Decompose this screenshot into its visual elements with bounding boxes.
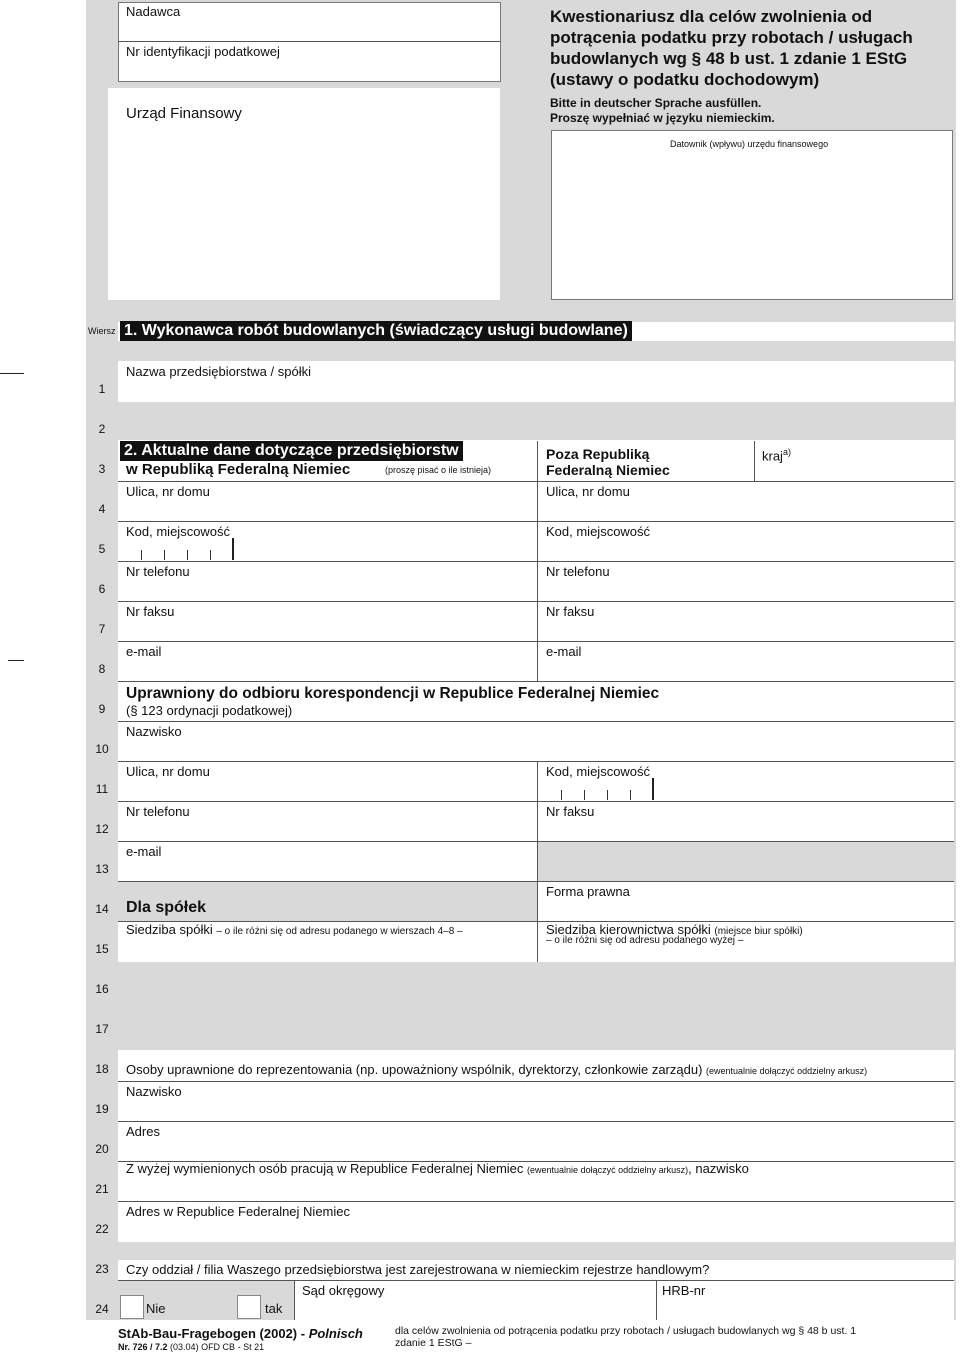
outside-label-2: Federalną Niemiec bbox=[546, 462, 670, 478]
hrb-field[interactable]: HRB-nr bbox=[662, 1283, 706, 1298]
note-german: Bitte in deutscher Sprache ausfüllen. bbox=[550, 96, 762, 110]
fold-mark bbox=[8, 660, 24, 661]
row-number: 15 bbox=[95, 942, 109, 956]
fold-mark bbox=[0, 373, 24, 374]
row-number: 1 bbox=[98, 382, 106, 396]
row-line bbox=[118, 561, 954, 562]
row-number: 3 bbox=[98, 462, 106, 476]
gap-row-2 bbox=[118, 402, 954, 440]
phone-abroad-field[interactable]: Nr telefonu bbox=[546, 564, 610, 579]
corr-phone-field[interactable]: Nr telefonu bbox=[126, 804, 190, 819]
row-line bbox=[118, 521, 954, 522]
yes-label: tak bbox=[265, 1301, 283, 1316]
correspondence-title: Uprawniony do odbioru korespondencji w Republice Federalnej Niemiec bbox=[126, 685, 660, 702]
country-label[interactable] bbox=[762, 445, 791, 463]
row-number: 17 bbox=[95, 1022, 109, 1036]
row-number: 20 bbox=[95, 1142, 109, 1156]
rep-label-note: (ewentualnie dołączyć oddzielny arkusz) bbox=[706, 1066, 868, 1076]
row-line bbox=[118, 1081, 954, 1082]
row-number: 18 bbox=[95, 1062, 109, 1076]
mgmt-label: Siedziba kierownictwa spółki bbox=[546, 922, 711, 937]
seat-label: Siedziba spółki bbox=[126, 922, 213, 937]
register-split-1 bbox=[294, 1281, 295, 1320]
form-ver: (03.04) OFD CB - St 21 bbox=[167, 1342, 265, 1352]
section1-header-bar bbox=[118, 341, 954, 361]
rep-working-field[interactable] bbox=[126, 1161, 749, 1178]
row-number: 13 bbox=[95, 862, 109, 876]
section2-title-1: 2. Aktualne dane dotyczące przedsiębiorstw bbox=[120, 441, 463, 461]
sender-label: Nadawca bbox=[126, 4, 181, 19]
row-line bbox=[118, 681, 954, 682]
no-checkbox[interactable] bbox=[120, 1295, 144, 1319]
rep-working-suffix: , nazwisko bbox=[688, 1161, 749, 1176]
corr-fax-field[interactable]: Nr faksu bbox=[546, 804, 595, 819]
row-line bbox=[118, 761, 954, 762]
form-title bbox=[550, 6, 913, 90]
yes-checkbox[interactable] bbox=[237, 1295, 261, 1319]
row-number: 16 bbox=[95, 982, 109, 996]
row-line bbox=[118, 1201, 954, 1202]
outside-label-1: Poza Republiką bbox=[546, 446, 650, 462]
row-number: 21 bbox=[95, 1182, 109, 1196]
note-polish: Proszę wypełniać w języku niemieckim. bbox=[550, 111, 775, 125]
postcode-end bbox=[232, 538, 234, 560]
postcode-abroad-field[interactable]: Kod, miejscowość bbox=[546, 524, 651, 539]
row-number: 19 bbox=[95, 1102, 109, 1116]
title-line-4: (ustawy o podatku dochodowym) bbox=[550, 70, 820, 89]
fax-abroad-field[interactable]: Nr faksu bbox=[546, 604, 595, 619]
gap-rows-16-17 bbox=[118, 962, 954, 1050]
no-label: Nie bbox=[146, 1301, 166, 1316]
postcode-tick bbox=[141, 550, 142, 560]
stamp-label: Datownik (wpływu) urzędu finansowego bbox=[670, 139, 829, 149]
rep-working-text: Z wyżej wymienionych osób pracują w Republice Federalnej Niemiec bbox=[126, 1161, 524, 1176]
company-seat-field[interactable] bbox=[126, 922, 463, 939]
footer-desc-2: zdanie 1 EStG – bbox=[395, 1337, 472, 1349]
footer-form-no bbox=[118, 1342, 264, 1352]
form-lang: Polnisch bbox=[308, 1326, 363, 1341]
postcode-de-field[interactable]: Kod, miejscowość bbox=[126, 524, 231, 539]
country-divider bbox=[754, 441, 755, 481]
corr-postcode-field[interactable]: Kod, miejscowość bbox=[546, 764, 651, 779]
mgmt-note-2: – o ile różni się od adresu podanego wyżej – bbox=[546, 935, 744, 946]
corr-email-field[interactable]: e-mail bbox=[126, 844, 162, 859]
company-name-label[interactable]: Nazwa przedsiębiorstwa / spółki bbox=[126, 364, 311, 379]
row-line bbox=[118, 721, 954, 722]
email-de-field[interactable]: e-mail bbox=[126, 644, 162, 659]
representatives-label bbox=[126, 1062, 867, 1079]
row-number: 11 bbox=[95, 782, 109, 796]
sender-divider bbox=[118, 41, 500, 42]
title-line-2: potrącenia podatku przy robotach / usługach bbox=[550, 28, 913, 47]
rep-label-text: Osoby uprawnione do reprezentowania (np. upoważniony wspólnik, dyrektorzy, członkowie zarządu) bbox=[126, 1062, 703, 1077]
postcode-tick bbox=[584, 790, 585, 800]
title-line-1: Kwestionariusz dla celów zwolnienia od bbox=[550, 7, 873, 26]
row-number: 5 bbox=[98, 542, 106, 556]
court-field[interactable]: Sąd okręgowy bbox=[302, 1283, 385, 1298]
office-label: Urząd Finansowy bbox=[126, 105, 242, 122]
corr-surname-field[interactable]: Nazwisko bbox=[126, 724, 182, 739]
title-line-3: budowlanych wg § 48 b ust. 1 zdanie 1 EStG bbox=[550, 49, 908, 68]
section2-note: (proszę pisać o ile istnieja) bbox=[385, 465, 492, 475]
row-number: 10 bbox=[95, 742, 109, 756]
row-line bbox=[118, 641, 954, 642]
section1-title: 1. Wykonawca robót budowlanych (świadczący usługi budowlane) bbox=[120, 321, 632, 341]
register-question: Czy oddział / filia Waszego przedsiębiorstwa jest zarejestrowana w niemieckim rejestrze handlowym? bbox=[126, 1262, 710, 1277]
fax-de-field[interactable]: Nr faksu bbox=[126, 604, 175, 619]
section2-title-2: w Republiką Federalną Niemiec bbox=[126, 461, 351, 478]
taxid-label: Nr identyfikacji podatkowej bbox=[126, 44, 280, 59]
rep-address-de-field[interactable]: Adres w Republice Federalnej Niemiec bbox=[126, 1204, 350, 1219]
postcode-end bbox=[652, 778, 654, 800]
postcode-tick bbox=[210, 550, 211, 560]
stamp-box bbox=[551, 130, 953, 300]
rep-address-field[interactable]: Adres bbox=[126, 1124, 160, 1139]
companies-title: Dla spółek bbox=[126, 899, 207, 916]
postcode-tick bbox=[561, 790, 562, 800]
row-line bbox=[118, 1121, 954, 1122]
country-text: kraj bbox=[762, 448, 783, 464]
row-number: 4 bbox=[98, 502, 106, 516]
seat-note: – o ile różni się od adresu podanego w wierszach 4–8 – bbox=[216, 926, 463, 937]
form-name: StAb-Bau-Fragebogen (2002) - bbox=[118, 1326, 309, 1341]
row-number: 22 bbox=[95, 1222, 109, 1236]
postcode-tick bbox=[164, 550, 165, 560]
form-no: Nr. 726 / 7.2 bbox=[118, 1342, 168, 1352]
legal-form-field[interactable]: Forma prawna bbox=[546, 884, 630, 899]
street-abroad-field[interactable]: Ulica, nr domu bbox=[546, 484, 630, 499]
row-number: 9 bbox=[98, 702, 106, 716]
rep-surname-field[interactable]: Nazwisko bbox=[126, 1084, 182, 1099]
row-number: 2 bbox=[98, 422, 106, 436]
postcode-tick bbox=[607, 790, 608, 800]
register-split-2 bbox=[656, 1281, 657, 1320]
row-line bbox=[118, 801, 954, 802]
register-gap bbox=[118, 1242, 954, 1260]
row-number: 14 bbox=[95, 902, 109, 916]
footer-form-name bbox=[118, 1326, 363, 1341]
row-label: Wiersz bbox=[88, 326, 116, 336]
corr-email-right-grey bbox=[538, 842, 954, 881]
rep-working-note: (ewentualnie dołączyć oddzielny arkusz) bbox=[527, 1165, 689, 1175]
row-number: 12 bbox=[95, 822, 109, 836]
row-number: 7 bbox=[98, 622, 106, 636]
postcode-tick bbox=[187, 550, 188, 560]
correspondence-subtitle: (§ 123 ordynacji podatkowej) bbox=[126, 703, 293, 718]
row-number: 6 bbox=[98, 582, 106, 596]
postcode-tick bbox=[630, 790, 631, 800]
row-number: 8 bbox=[98, 662, 106, 676]
country-sup: a) bbox=[782, 447, 791, 457]
row-line bbox=[118, 601, 954, 602]
footer-desc-1: dla celów zwolnienia od potrącenia podatku przy robotach / usługach budowlanych wg § 48 b ust. 1 bbox=[395, 1325, 857, 1337]
email-abroad-field[interactable]: e-mail bbox=[546, 644, 582, 659]
mgmt-note-1: (miejsce biur spółki) bbox=[714, 926, 803, 937]
row-line bbox=[118, 481, 954, 482]
corr-street-field[interactable]: Ulica, nr domu bbox=[126, 764, 210, 779]
row-number: 23 bbox=[95, 1262, 109, 1276]
row-number: 24 bbox=[95, 1302, 109, 1316]
street-de-field[interactable]: Ulica, nr domu bbox=[126, 484, 210, 499]
phone-de-field[interactable]: Nr telefonu bbox=[126, 564, 190, 579]
